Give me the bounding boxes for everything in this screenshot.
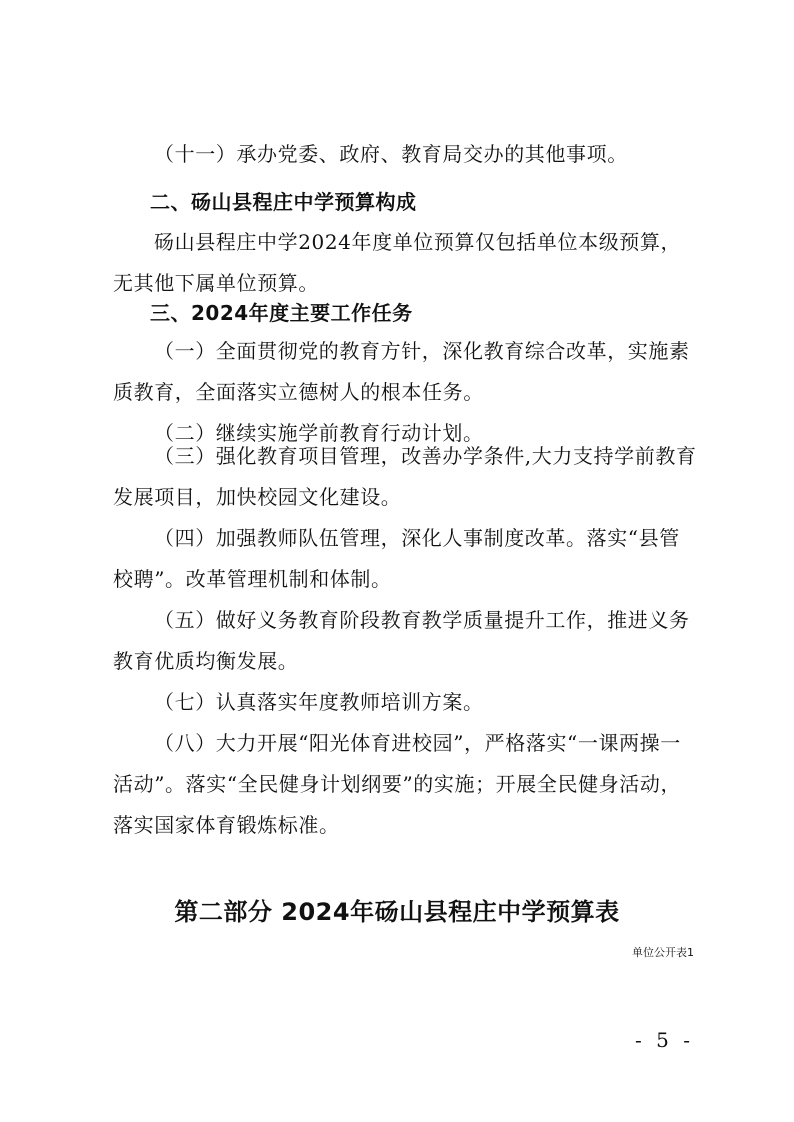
task-item: （三）强化教育项目管理，改善办学条件,大力支持学前教育发展项目，加快校园文化建设。 [113,444,697,509]
task-item: （二）继续实施学前教育行动计划。 [154,421,484,445]
task-item: （七）认真落实年度教师培训方案。 [154,690,484,714]
task-item: （一）全面贯彻党的教育方针，深化教育综合改革，实施素质教育，全面落实立德树人的根本任务。 [113,339,690,404]
item-11: （十一）承办党委、政府、教育局交办的其他事项。 [154,142,628,166]
task-item: （四）加强教师队伍管理，深化人事制度改革。落实“县管校聘”。改革管理机制和体制。 [113,526,680,591]
section-2-body: 砀山县程庄中学2024年度单位预算仅包括单位本级预算，无其他下属单位预算。 [113,230,682,295]
task-item: （五）做好义务教育阶段教育教学质量提升工作，推进义务教育优质均衡发展。 [113,608,690,673]
task-item: （八）大力开展“阳光体育进校园”，严格落实“一课两操一活动”。落实“全民健身计划纲要”的实施；开展全民健身活动，落实国家体育锻炼标准。 [113,731,682,837]
table-reference-label: 单位公开表1 [632,946,694,959]
section-3-heading: 三、2024年度主要工作任务 [150,301,413,325]
part-2-title: 第二部分 2024年砀山县程庄中学预算表 [174,898,620,926]
section-2-heading: 二、砀山县程庄中学预算构成 [150,190,417,214]
page-number: - 5 - [635,1028,694,1052]
